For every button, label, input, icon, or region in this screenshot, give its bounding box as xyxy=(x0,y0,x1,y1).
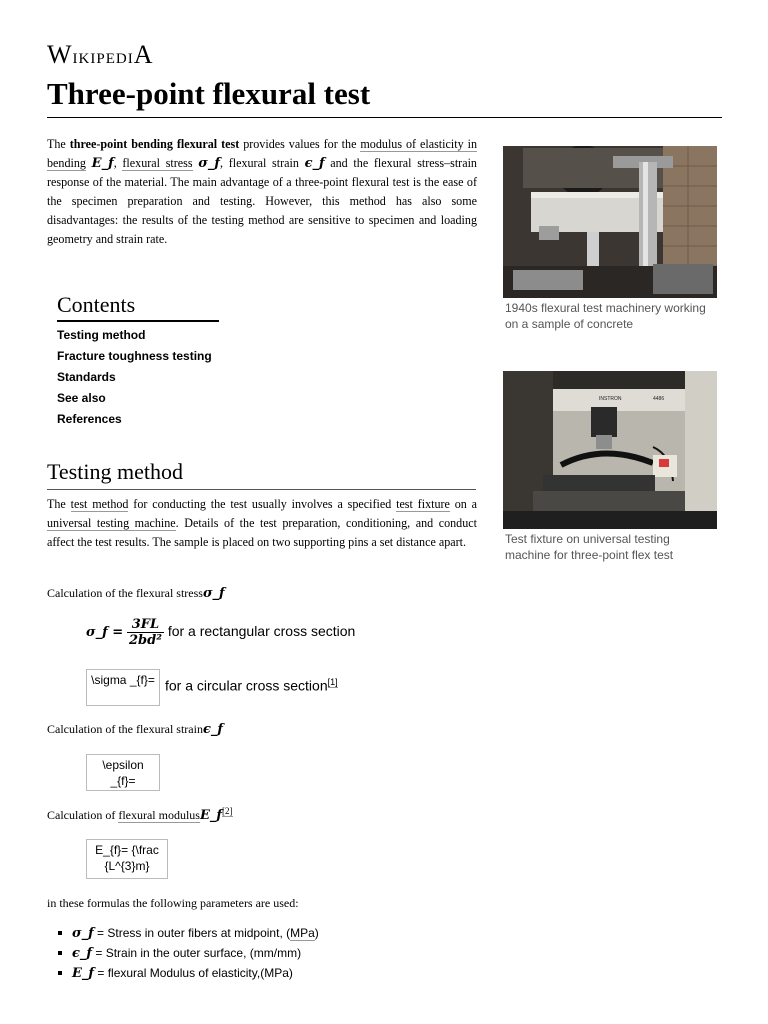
symbol-epsilon-f: ϵ_f xyxy=(304,156,325,171)
citation-2[interactable]: [2] xyxy=(222,806,233,816)
broken-formula-image-strain: \epsilon _{f}= xyxy=(86,754,160,791)
figure-1-caption: 1940s flexural test machinery working on a sample of concrete xyxy=(505,301,706,331)
link-mpa[interactable]: MPa xyxy=(290,926,315,940)
section-heading-testing-method: Testing method xyxy=(47,459,183,484)
contents-divider xyxy=(57,320,219,322)
concrete-test-photo[interactable] xyxy=(503,146,717,298)
params-list xyxy=(58,923,319,983)
link-universal-testing-machine[interactable]: universal testing machine xyxy=(47,516,176,530)
strain-calc-label: Calculation of the flexural strainϵ_f xyxy=(47,722,223,737)
table-of-contents xyxy=(57,327,212,432)
param-sigma: σ_f = Stress in outer fibers at midpoint, (MPa) xyxy=(58,923,319,943)
link-flexural-modulus[interactable]: flexural modulus xyxy=(118,808,200,822)
formula-circular-text: for a circular cross section[1] xyxy=(165,677,338,694)
toc-item-references[interactable]: References xyxy=(57,412,122,426)
testing-method-paragraph: The test method for conducting the test usually involves a specified test fixture on a universal testing machine. Details of the test preparation, conditioning, and conduct affect the test results. The sample is placed on two supporting pins a set distance apart. xyxy=(47,497,477,549)
formula-rectangular xyxy=(86,617,355,648)
symbol-Ef: E_f xyxy=(199,808,222,823)
page-title: Three-point flexural test xyxy=(47,76,371,111)
broken-formula-image-circular: \sigma _{f}= xyxy=(86,669,160,706)
instron-fixture-photo[interactable] xyxy=(503,371,717,529)
toc-item-fracture-toughness[interactable]: Fracture toughness testing xyxy=(57,349,212,363)
figure-instron-machine xyxy=(503,371,717,563)
figure-2-caption: Test fixture on universal testing machine for three-point flex test xyxy=(505,532,674,562)
symbol-epsilon-f: ϵ_f xyxy=(202,722,223,737)
instron-model: 4486 xyxy=(653,396,665,402)
param-modulus: E_f = flexural Modulus of elasticity,(MPa) xyxy=(58,963,319,983)
wikipedia-logo[interactable]: WikipediA xyxy=(47,40,154,69)
symbol-Ef: E_f xyxy=(91,156,114,171)
link-test-fixture[interactable]: test fixture xyxy=(396,497,450,511)
modulus-calc-label: Calculation of flexural modulusE_f[2] xyxy=(47,806,233,823)
link-modulus-of-elasticity[interactable]: modulus of elasticity in bending xyxy=(47,137,478,170)
toc-item-standards[interactable]: Standards xyxy=(57,370,116,384)
formula-rect-text: for a rectangular cross section xyxy=(167,623,356,640)
contents-heading: Contents xyxy=(57,292,136,317)
param-epsilon: ϵ_f = Strain in the outer surface, (mm/mm) xyxy=(58,943,319,963)
figure-1940s-machine xyxy=(503,146,717,332)
stress-calc-label: Calculation of the flexural stressσ_f xyxy=(47,586,225,601)
instron-label: INSTRON xyxy=(599,396,622,402)
toc-item-see-also[interactable]: See also xyxy=(57,391,106,405)
params-intro: in these formulas the following parameters are used: xyxy=(47,896,299,910)
intro-paragraph: The three-point bending flexural test provides values for the modulus of elasticity in bending E_f, flexural stress σ_f, flexural strain ϵ_f and the flexural stress–strain response of the material. The main advantage of a three-point flexural test is the ease of the specimen preparation and testing. However, this method has also some disadvantages: the results of the testing method are sensitive to specimen and loading geometry and strain rate. xyxy=(47,137,478,246)
broken-formula-image-modulus: E_{f}= {\frac {L^{3}m} xyxy=(86,839,168,879)
intro-bold-term: three-point bending flexural test xyxy=(69,137,240,151)
section-divider xyxy=(47,489,476,490)
formula-fraction: $\frac{3FL}{\text{2bd²}}$ xyxy=(129,617,162,648)
formula-lhs: σ_f = xyxy=(86,625,124,641)
citation-1[interactable]: [1] xyxy=(327,677,338,687)
title-divider xyxy=(47,117,722,118)
symbol-sigma-f: σ_f xyxy=(198,156,220,171)
symbol-sigma-f: σ_f xyxy=(202,586,225,601)
link-flexural-stress[interactable]: flexural stress xyxy=(122,156,193,170)
link-test-method[interactable]: test method xyxy=(70,497,129,511)
toc-item-testing-method[interactable]: Testing method xyxy=(57,328,146,342)
